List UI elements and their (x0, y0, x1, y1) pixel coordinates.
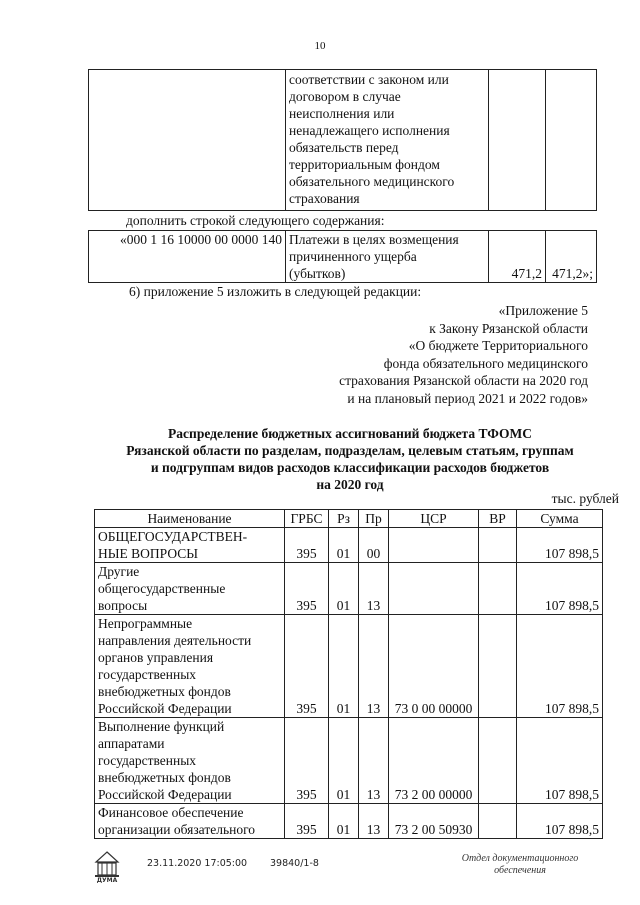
new-row-table (88, 230, 597, 283)
vr-cell (479, 563, 517, 615)
name-line: организации обязательного (98, 822, 256, 837)
vr-cell (479, 615, 517, 718)
name-line: внебюджетных фондов (98, 684, 231, 699)
logo-text: ДУМА (96, 877, 118, 884)
text-line: ненадлежащего исполнения (289, 123, 450, 138)
title-line: на 2020 год (316, 477, 384, 492)
rz-cell: 01 (329, 615, 359, 718)
grbs-cell: 395 (285, 718, 329, 804)
title-line: Рязанской области по разделам, подразделам, целевым статьям, группам (126, 443, 574, 458)
rz-cell: 01 (329, 718, 359, 804)
csr-cell (389, 563, 479, 615)
grbs-cell: 395 (285, 615, 329, 718)
name-line: Российской Федерации (98, 787, 232, 802)
table-row (95, 615, 603, 718)
text-line: Платежи в целях возмещения (289, 232, 459, 247)
name-line: общегосударственные (98, 581, 226, 596)
row-name (95, 804, 285, 839)
budget-code: «000 1 16 10000 00 0000 140 (89, 231, 286, 283)
text-line: (убытков) (289, 266, 346, 281)
footer-doc-number: 39840/1-8 (270, 858, 319, 869)
page-number: 10 (314, 40, 326, 52)
add-row-intro: дополнить строкой следующего содержания: (126, 213, 385, 228)
sum-cell: 107 898,5 (517, 615, 603, 718)
value-cell-1: 471,2 (489, 231, 546, 283)
vr-cell (479, 718, 517, 804)
csr-cell (389, 528, 479, 563)
text-line: обязательного медицинского (289, 174, 455, 189)
rz-cell: 01 (329, 528, 359, 563)
header-cell: Наименование (95, 510, 285, 528)
sum-cell: 107 898,5 (517, 804, 603, 839)
document-title (80, 425, 620, 493)
grbs-cell: 395 (285, 528, 329, 563)
grbs-cell: 395 (285, 563, 329, 615)
table-row (95, 563, 603, 615)
pr-cell: 13 (359, 615, 389, 718)
title-line: Распределение бюджетных ассигнований бюджета ТФОМС (168, 426, 532, 441)
row-name (95, 563, 285, 615)
vr-cell (479, 804, 517, 839)
name-line: аппаратами (98, 736, 165, 751)
text-line: территориальным фондом (289, 157, 440, 172)
name-line: государственных (98, 667, 197, 682)
footer-datetime: 23.11.2020 17:05:00 (147, 858, 248, 869)
item-6-text: 6) приложение 5 изложить в следующей редакции: (129, 284, 422, 299)
value-cell-2: 471,2»; (546, 231, 597, 283)
continued-table (88, 69, 597, 211)
header-cell: ВР (479, 510, 517, 528)
budget-table (94, 509, 603, 839)
stamp-line: Отдел документационного (461, 853, 579, 864)
name-line: вопросы (98, 598, 148, 613)
text-line: неисполнения или (289, 106, 395, 121)
csr-cell: 73 2 00 00000 (389, 718, 479, 804)
empty-value-cell (489, 70, 546, 211)
appendix-line: фонда обязательного медицинского (383, 355, 588, 371)
empty-code-cell (89, 70, 286, 211)
continued-text-cell (286, 70, 489, 211)
sum-cell: 107 898,5 (517, 563, 603, 615)
name-line: внебюджетных фондов (98, 770, 231, 785)
stamp-line: обеспечения (494, 865, 546, 876)
payment-name-cell (286, 231, 489, 283)
row-name (95, 615, 285, 718)
name-line: Непрограммные (98, 616, 193, 631)
header-cell: Рз (329, 510, 359, 528)
csr-cell: 73 2 00 50930 (389, 804, 479, 839)
pr-cell: 13 (359, 563, 389, 615)
name-line: государственных (98, 753, 197, 768)
empty-value-cell (546, 70, 597, 211)
text-line: обязательств перед (289, 140, 399, 155)
text-line: страхования (289, 191, 360, 206)
header-cell: ГРБС (285, 510, 329, 528)
name-line: Российской Федерации (98, 701, 232, 716)
row-name (95, 528, 285, 563)
name-line: направления деятельности (98, 633, 252, 648)
text-line: причиненного ущерба (289, 249, 417, 264)
rz-cell: 01 (329, 804, 359, 839)
pr-cell: 13 (359, 804, 389, 839)
grbs-cell: 395 (285, 804, 329, 839)
name-line: ОБЩЕГОСУДАРСТВЕН- (98, 529, 248, 544)
name-line: Выполнение функций (98, 719, 225, 734)
table-row (95, 528, 603, 563)
row-name (95, 718, 285, 804)
sum-cell: 107 898,5 (517, 718, 603, 804)
appendix-header (339, 302, 588, 407)
sum-cell: 107 898,5 (517, 528, 603, 563)
header-cell: Сумма (517, 510, 603, 528)
header-cell: Пр (359, 510, 389, 528)
appendix-line: «О бюджете Территориального (408, 338, 588, 353)
name-line: Финансовое обеспечение (98, 805, 244, 820)
vr-cell (479, 528, 517, 563)
name-line: Другие (98, 564, 140, 579)
name-line: НЫЕ ВОПРОСЫ (98, 546, 199, 561)
department-stamp (440, 853, 600, 877)
csr-cell: 73 0 00 00000 (389, 615, 479, 718)
appendix-line: «Приложение 5 (498, 303, 588, 318)
rz-cell: 01 (329, 563, 359, 615)
appendix-line: к Закону Рязанской области (429, 320, 588, 336)
header-cell: ЦСР (389, 510, 479, 528)
title-line: и подгруппам видов расходов классификации расходов бюджетов (150, 460, 550, 475)
text-line: договором в случае (289, 89, 401, 104)
table-header-row (95, 510, 603, 528)
pr-cell: 13 (359, 718, 389, 804)
pr-cell: 00 (359, 528, 389, 563)
text-line: соответствии с законом или (289, 72, 449, 87)
duma-logo (92, 848, 122, 888)
table-row (95, 718, 603, 804)
table-row (95, 804, 603, 839)
appendix-line: страхования Рязанской области на 2020 год (339, 373, 588, 388)
units-label: тыс. рублей (551, 491, 619, 506)
name-line: органов управления (98, 650, 214, 665)
appendix-line: и на плановый период 2021 и 2022 годов» (347, 390, 588, 406)
